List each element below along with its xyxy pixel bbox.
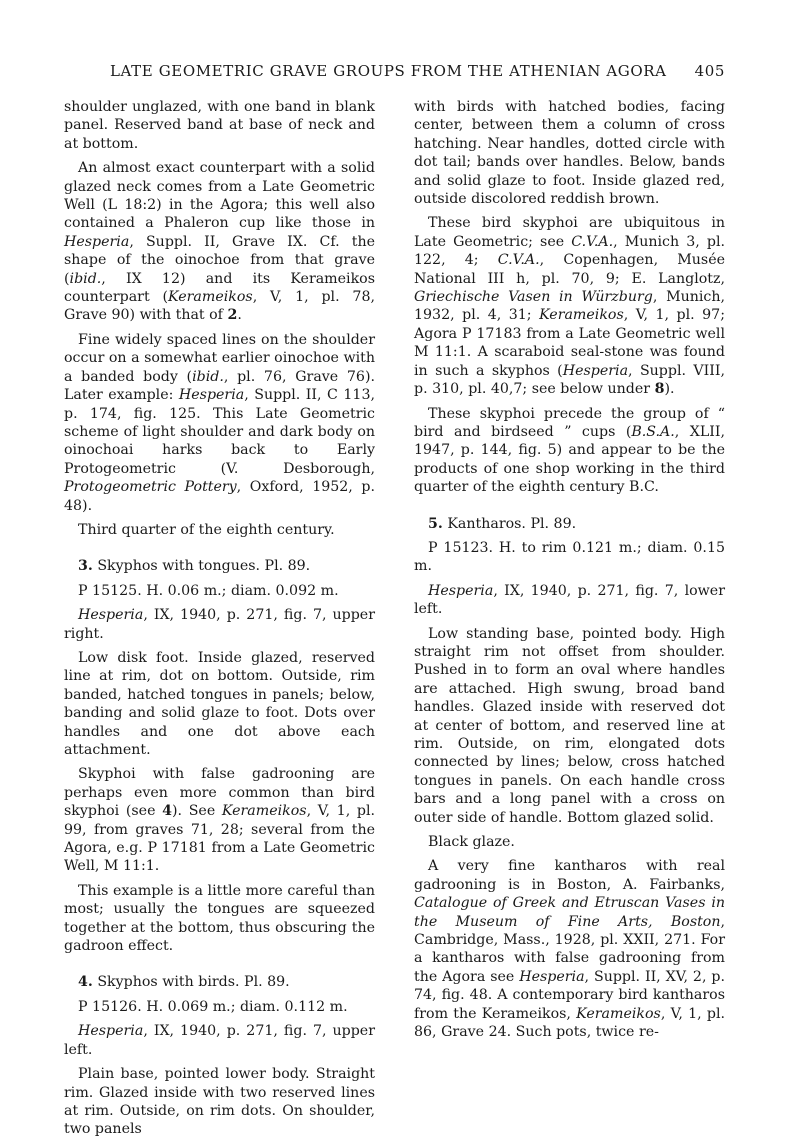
- inventory-line: P 15126. H. 0.069 m.; diam. 0.112 m.: [78, 998, 348, 1015]
- page-number: 405: [694, 62, 725, 80]
- paragraph: An almost exact counterpart with a solid glazed neck comes from a Late Geometric Well (L 18:2) in the Agora; this well also contained a Phaleron cup like those in Hesperia, Suppl. II, Grave IX. Cf. the shape of the oinochoe from that grave (ibid., IX 12) and its Kerameikos counterpart (Kerameikos, V, 1, pl. 78, Grave 90) with that of 2.: [64, 160, 375, 324]
- running-header: [70, 62, 725, 86]
- paragraph: with birds with hatched bodies, facing center, between them a column of cross hatching. Near handles, dotted circle with dot tail; bands over handles. Below, bands and solid glaze to foot. Inside glazed red, outside discolored reddish brown.: [414, 99, 725, 208]
- reference-line: Hesperia, IX, 1940, p. 271, fig. 7, upper left.: [64, 1023, 375, 1058]
- description: Low standing base, pointed body. High straight rim not offset from shoulder. Pushed in to form an oval where handles are attached. High swung, broad band handles. Glazed inside with reserved dot at center of bottom, and reserved line at rim. Outside, on rim, elongated dots connected by lines; below, cross hatched tongues in panels. On each handle cross bars and a long panel with a cross on outer side of handle. Bottom glazed solid.: [414, 625, 725, 826]
- paragraph: These skyphoi precede the group of “ bird and birdseed ” cups (B.S.A., XLII, 1947, p. 144, fig. 5) and appear to be the products of one shop working in the third quarter of the eighth century B.C.: [414, 405, 725, 496]
- description: Low disk foot. Inside glazed, reserved line at rim, dot on bottom. Outside, rim banded, hatched tongues in panels; below, banding and solid glaze to foot. Dots over handles and one dot above each attachment.: [64, 649, 375, 758]
- paragraph: Fine widely spaced lines on the shoulder occur on a somewhat earlier oinochoe with a banded body (ibid., pl. 76, Grave 76). Later example: Hesperia, Suppl. II, C 113, p. 174, fig. 125. This Late Geometric scheme of light shoulder and dark body on oinochoai harks back to Early Protogeometric (V. Desborough, Protogeometric Pottery, Oxford, 1952, p. 48).: [64, 331, 376, 514]
- reference-line: Hesperia, IX, 1940, p. 271, fig. 7, upper right.: [64, 607, 375, 642]
- left-column: [64, 98, 375, 1145]
- catalogue-entry-3: [64, 557, 375, 955]
- entry-heading: 5. Kantharos. Pl. 89.: [428, 515, 577, 532]
- right-column: [414, 98, 725, 1048]
- commentary: Skyphoi with false gadrooning are perhaps even more common than bird skyphoi (see 4). See Kerameikos, V, 1, pl. 99, from graves 71, 28; several from the Agora, e.g. P 17181 from a Late Geometric Well, M 11:1.: [64, 766, 375, 875]
- inventory-line: P 15125. H. 0.06 m.; diam. 0.092 m.: [78, 582, 339, 599]
- inventory-line: P 15123. H. to rim 0.121 m.; diam. 0.15 m.: [414, 539, 725, 575]
- description: Plain base, pointed lower body. Straight rim. Glazed inside with two reserved lines at rim. Outside, on rim dots. On shoulder, two panels: [64, 1066, 375, 1138]
- entry-heading: 4. Skyphos with birds. Pl. 89.: [78, 974, 290, 991]
- paragraph: These bird skyphoi are ubiquitous in Late Geometric; see C.V.A., Munich 3, pl. 122, 4; C.V.A., Copenhagen, Musée National III h, pl. 70, 9; E. Langlotz, Griechische Vasen in Würzburg, Munich, 1932, pl. 4, 31; Kerameikos, V, 1, pl. 97; Agora P 17183 from a Late Geometric well M 11:1. A scaraboid seal-stone was found in such a skyphos (Hesperia, Suppl. VIII, p. 310, pl. 40,7; see below under 8).: [414, 215, 726, 398]
- commentary: A very fine kantharos with real gadrooning is in Boston, A. Fairbanks, Catalogue of Greek and Etruscan Vases in the Museum of Fine Arts, Boston, Cambridge, Mass., 1928, pl. XXII, 271. For a kantharos with false gadrooning from the Agora see Hesperia, Suppl. II, XV, 2, p. 74, fig. 48. A contemporary bird kantharos from the Kerameikos, Kerameikos, V, 1, pl. 86, Grave 24. Such pots, twice re-: [414, 858, 725, 1041]
- reference-line: Hesperia, IX, 1940, p. 271, fig. 7, lower left.: [414, 582, 725, 618]
- catalogue-entry-5: [414, 515, 725, 1042]
- commentary: This example is a little more careful than most; usually the tongues are squeezed together at the bottom, thus obscuring the gadroon effect.: [64, 882, 375, 955]
- paragraph: Third quarter of the eighth century.: [78, 521, 335, 538]
- running-title: LATE GEOMETRIC GRAVE GROUPS FROM THE ATHENIAN AGORA: [110, 62, 667, 80]
- entry-heading: 3. Skyphos with tongues. Pl. 89.: [78, 558, 311, 575]
- catalogue-entry-4: [64, 973, 375, 1138]
- paragraph: shoulder unglazed, with one band in blank panel. Reserved band at base of neck and at bottom.: [64, 99, 375, 152]
- glaze-note: Black glaze.: [428, 834, 515, 851]
